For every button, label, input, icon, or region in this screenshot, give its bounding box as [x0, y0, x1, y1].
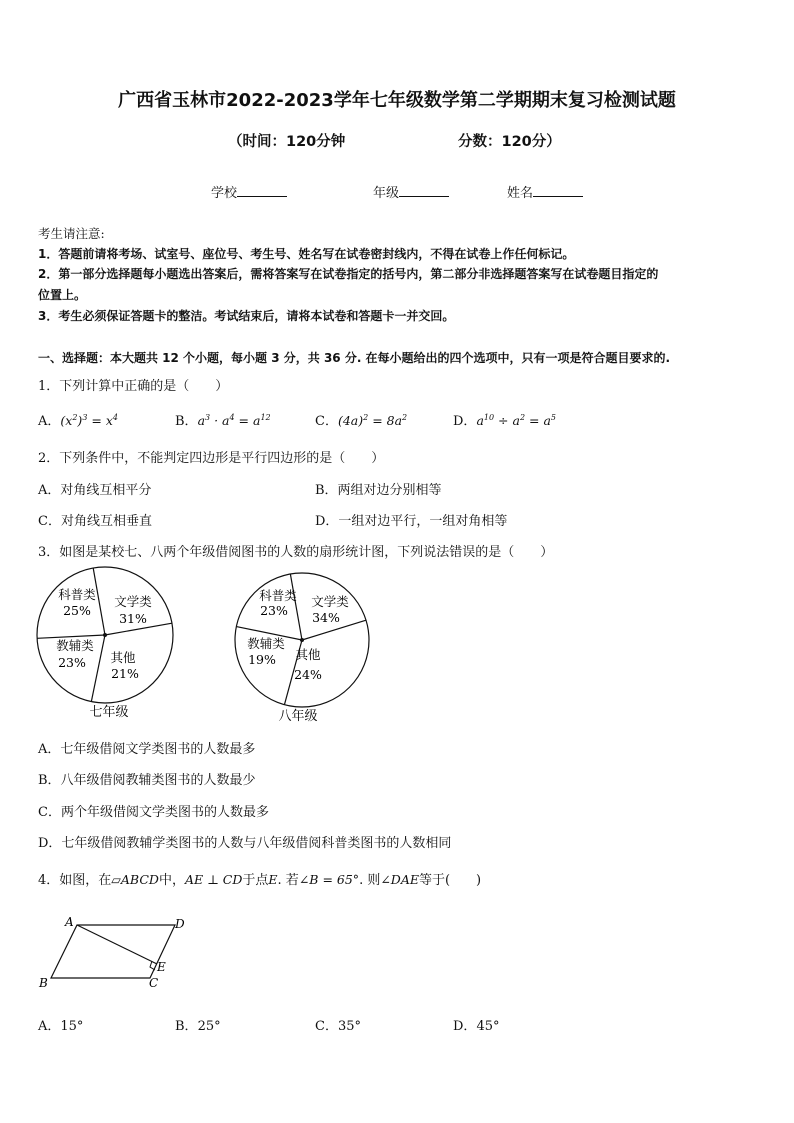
segment-ae [77, 925, 157, 964]
q4-d-label: D． [453, 1019, 477, 1034]
q1-a-formula: $(x^2)^3 = x^4$ [60, 412, 118, 428]
q2-option-c[interactable]: C．对角线互相垂直 [38, 514, 152, 529]
q1-c-formula: $(4a)^2 = 8a^2$ [337, 412, 408, 428]
pie8-value-wenxue: 34% [312, 610, 340, 625]
q1-option-d[interactable] [453, 410, 556, 429]
point-d-label: D [175, 917, 185, 931]
q4-a-value: 15° [60, 1019, 84, 1034]
pie7-label-jiaofu: 教辅类 [56, 638, 94, 653]
q3-option-c[interactable]: C．两个年级借阅文学类图书的人数最多 [38, 805, 269, 820]
q4-stem-part-d: . 若 [277, 873, 299, 888]
pie7-value-jiaofu: 23% [58, 655, 86, 670]
q1-stem: 1．下列计算中正确的是（ ） [38, 379, 229, 394]
q1-c-label: C． [315, 414, 338, 429]
q4-stem-part-c: 于点 [242, 873, 269, 888]
q2-option-a[interactable]: A．对角线互相平分 [38, 483, 152, 498]
q1-option-a[interactable] [38, 410, 118, 429]
pie7-label-wenxue: 文学类 [114, 594, 152, 609]
q1-d-formula: $a^{10} \div a^2 = a^5$ [476, 412, 557, 428]
q3-stem: 3．如图是某校七、八两个年级借阅图书的人数的扇形统计图，下列说法错误的是（ ） [38, 545, 554, 560]
point-a-label: A [65, 915, 74, 929]
name-blank[interactable] [533, 184, 583, 197]
exam-score: 分数：120分） [458, 134, 561, 150]
pie8-label-qita: 其他 [295, 647, 321, 662]
section-heading: 一、选择题：本大题共 12 个小题，每小题 3 分，共 36 分. 在每小题给出的四个选项中，只有一项是符合题目要求的. [38, 351, 671, 365]
q4-option-d[interactable] [453, 1015, 499, 1034]
exam-time: （时间：120分钟 [228, 134, 346, 150]
q4-c-value: 35° [337, 1019, 361, 1034]
q4-b-label: B． [175, 1019, 198, 1034]
q4-angle-b: ∠B = 65° [298, 872, 360, 887]
pie7-value-qita: 21% [111, 666, 139, 681]
notice-heading: 考生请注意: [38, 226, 105, 241]
notice-line-2b: 位置上。 [38, 288, 87, 302]
q1-a-label: A． [38, 414, 61, 429]
pie8-value-qita: 24% [294, 667, 322, 682]
q4-d-value: 45° [476, 1019, 500, 1034]
q3-option-a[interactable]: A．七年级借阅文学类图书的人数最多 [38, 742, 256, 757]
point-e-label: E [157, 960, 166, 974]
pie-grade-8 [235, 573, 369, 724]
q1-d-label: D． [453, 414, 477, 429]
q2-option-b[interactable]: B．两组对边分别相等 [315, 483, 442, 498]
q4-stem-part-b: 中， [158, 873, 185, 888]
q4-a-label: A． [38, 1019, 61, 1034]
pie-center-dot [103, 633, 107, 637]
school-label: 学校 [211, 186, 238, 201]
pie7-label-qita: 其他 [110, 650, 136, 665]
pie7-value-wenxue: 31% [119, 611, 147, 626]
q4-stem-part-f: 等于( ) [418, 873, 482, 888]
pie8-caption: 八年级 [278, 709, 318, 724]
q4-option-a[interactable] [38, 1015, 83, 1034]
pie8-value-kepu: 23% [260, 603, 288, 618]
grade-field [373, 182, 449, 201]
q1-option-b[interactable] [175, 410, 271, 429]
pie-center-dot [300, 638, 304, 642]
q4-parallelogram-figure [35, 912, 195, 992]
point-c-label: C [149, 976, 159, 990]
q4-option-b[interactable] [175, 1015, 221, 1034]
grade-blank[interactable] [399, 184, 449, 197]
name-label: 姓名 [507, 186, 534, 201]
q4-perp: AE ⊥ CD [184, 872, 243, 887]
page-title: 广西省玉林市2022-2023学年七年级数学第二学期期末复习检测试题 [118, 90, 676, 111]
q1-b-formula: $a^3 \cdot a^4 = a^{12}$ [197, 412, 271, 428]
pie7-value-kepu: 25% [63, 603, 91, 618]
grade-label: 年级 [373, 186, 400, 201]
q2-option-d[interactable]: D．一组对边平行，一组对角相等 [315, 514, 508, 529]
q1-b-label: B． [175, 414, 198, 429]
school-blank[interactable] [237, 184, 287, 197]
pie-charts [30, 565, 410, 730]
notice-line-1: 1．答题前请将考场、试室号、座位号、考生号、姓名写在试卷密封线内，不得在试卷上作任何标记。 [38, 247, 575, 261]
q4-stem [38, 869, 481, 888]
pie8-label-kepu: 科普类 [259, 588, 297, 603]
pie-slice-boundary [290, 574, 302, 640]
q3-option-d[interactable]: D．七年级借阅教辅学类图书的人数与八年级借阅科普类图书的人数相同 [38, 836, 452, 851]
point-b-label: B [39, 976, 48, 990]
name-field [507, 182, 583, 201]
pie-grade-7 [37, 567, 173, 720]
q4-angle-dae: ∠DAE [380, 872, 419, 887]
q1-option-c[interactable] [315, 410, 407, 429]
q4-stem-part-e: . 则 [359, 873, 381, 888]
notice-line-2: 2．第一部分选择题每小题选出答案后，需将答案写在试卷指定的括号内，第二部分非选择题答案写在试卷题目指定的 [38, 267, 659, 281]
q3-option-b[interactable]: B．八年级借阅教辅类图书的人数最少 [38, 773, 256, 788]
q4-point-e: E [268, 872, 278, 887]
notice-line-3: 3．考生必须保证答题卡的整洁。考试结束后，请将本试卷和答题卡一并交回。 [38, 309, 455, 323]
q2-stem: 2．下列条件中，不能判定四边形是平行四边形的是（ ） [38, 451, 385, 466]
q4-b-value: 25° [197, 1019, 221, 1034]
pie7-caption: 七年级 [89, 705, 129, 720]
pie8-label-wenxue: 文学类 [311, 594, 349, 609]
q4-stem-part-a: 4．如图，在 [38, 873, 112, 888]
q4-c-label: C． [315, 1019, 338, 1034]
q4-option-c[interactable] [315, 1015, 361, 1034]
school-field [211, 182, 287, 201]
q4-parallelogram: ▱ABCD [111, 872, 159, 887]
pie8-label-jiaofu: 教辅类 [247, 636, 285, 651]
pie8-value-jiaofu: 19% [248, 652, 276, 667]
pie7-label-kepu: 科普类 [58, 587, 96, 602]
